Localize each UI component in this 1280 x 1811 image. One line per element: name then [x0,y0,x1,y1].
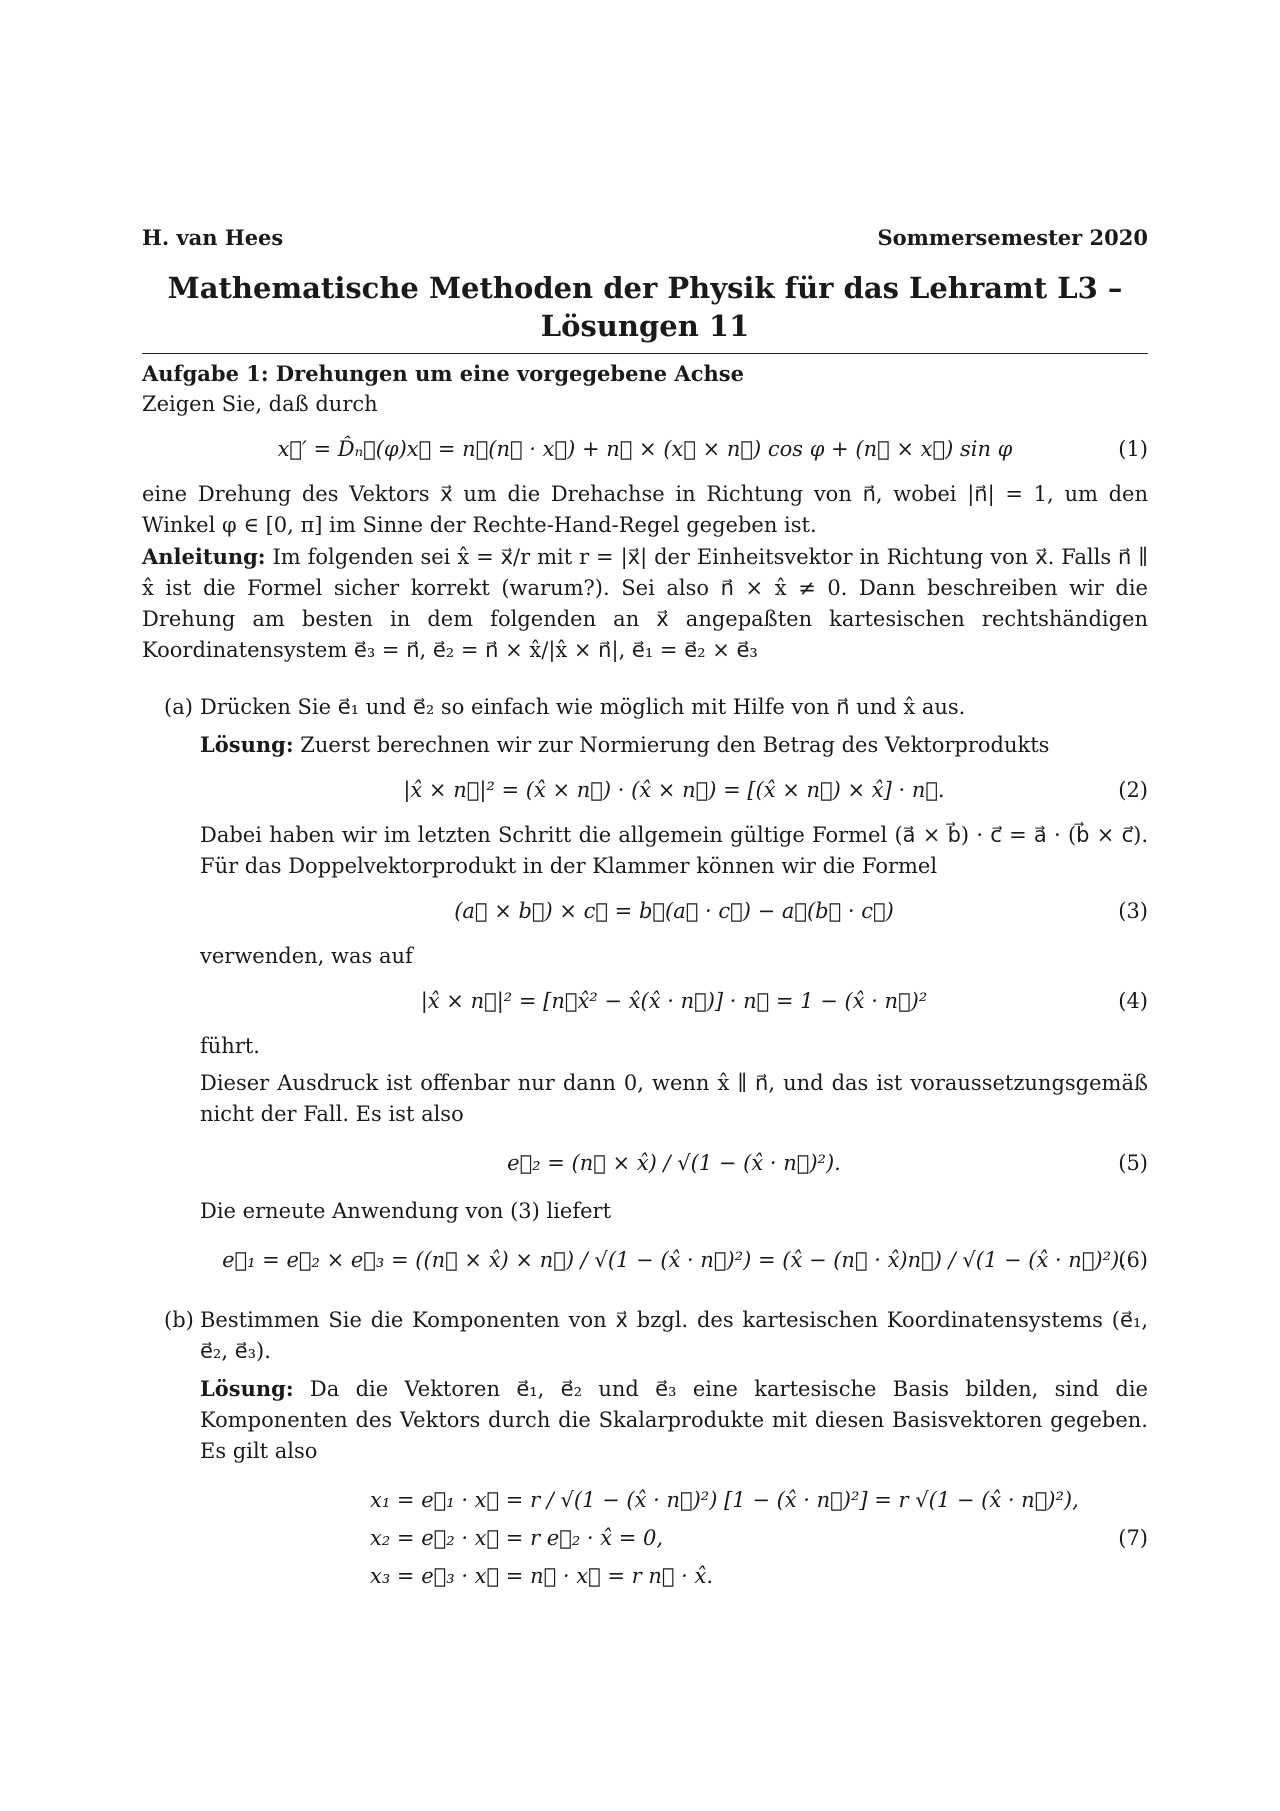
equation-3 [200,896,1148,927]
part-a-text3: verwenden, was auf [200,944,413,968]
equation-1-number: (1) [1118,437,1148,461]
part-a-solution [200,729,1148,761]
part-a-text2: Dabei haben wir im letzten Schritt die allgemein gültige Formel (a⃗ × b⃗) · c⃗ = a⃗ · (b⃗ × c⃗). Für das Doppelvektorprodukt in der Klammer können wir die Formel [200,823,1148,878]
equation-3-number: (3) [1118,899,1148,923]
equation-7-number: (7) [1118,1526,1148,1550]
part-b-solution-text: Da die Vektoren e⃗₁, e⃗₂ und e⃗₃ eine kartesische Basis bilden, sind die Komponenten des Vektors durch die Skalarprodukte mit diesen Basisvektoren gegeben. Es gilt also [200,1377,1148,1463]
author: H. van Hees [142,225,284,250]
part-a-solution-label: Lösung: [200,732,294,757]
equation-7 [200,1481,1148,1595]
equation-5-body: e⃗₂ = (n⃗ × x̂) / √(1 − (x̂ · n⃗)²). [507,1151,841,1175]
equation-1 [142,434,1148,465]
part-a-solution-intro: Zuerst berechnen wir zur Normierung den Betrag des Vektorprodukts [293,733,1050,757]
equation-2-body: |x̂ × n⃗|² = (x̂ × n⃗) · (x̂ × n⃗) = [(x̂ × n⃗) × x̂] · n⃗. [403,778,945,802]
part-a-label: (a) [164,695,193,719]
equation-4 [200,986,1148,1017]
equation-4-body: |x̂ × n⃗|² = [n⃗x̂² − x̂(x̂ · n⃗)] · n⃗ = 1 − (x̂ · n⃗)² [420,989,928,1013]
equation-6-number: (6) [1118,1248,1148,1272]
part-b-solution-label: Lösung: [200,1376,294,1401]
equation-1-body: x⃗′ = D̂ₙ⃗(φ)x⃗ = n⃗(n⃗ · x⃗) + n⃗ × (x⃗ × n⃗) cos φ + (n⃗ × x⃗) sin φ [277,437,1013,461]
task-hint [142,541,1148,666]
task-intro: Zeigen Sie, daß durch [142,392,378,416]
part-a [142,692,1148,1279]
task-heading: Aufgabe 1: Drehungen um eine vorgegebene Achse [142,361,744,386]
part-b-solution [200,1373,1148,1467]
part-b [142,1305,1148,1595]
equation-5-number: (5) [1118,1151,1148,1175]
part-a-text6: Die erneute Anwendung von (3) liefert [200,1199,612,1223]
page-title: Mathematische Methoden der Physik für das Lehramt L3 – Lösungen 11 [142,269,1148,354]
hint-text: Im folgenden sei x̂ = x⃗/r mit r = |x⃗| der Einheitsvektor in Richtung von x⃗. Falls n⃗ ∥ x̂ ist die Formel sicher korrekt (warum?). Sei also n⃗ × x̂ ≠ 0. Dann beschreiben wir die Drehung am besten in dem folgenden an x⃗ angepaßten kartesischen rechtshändigen Koordinatensystem e⃗₃ = n⃗, e⃗₂ = n⃗ × x̂/|x̂ × n⃗|, e⃗₁ = e⃗₂ × e⃗₃ [142,545,1148,662]
part-b-label: (b) [164,1308,194,1332]
equation-3-body: (a⃗ × b⃗) × c⃗ = b⃗(a⃗ · c⃗) − a⃗(b⃗ · c⃗) [454,899,894,923]
equation-7-line-3: x₃ = e⃗₃ · x⃗ = n⃗ · x⃗ = r n⃗ · x̂. [370,1564,714,1588]
task-after-eq1: eine Drehung des Vektors x⃗ um die Drehachse in Richtung von n⃗, wobei |n⃗| = 1, um den Winkel φ ∈ [0, π] im Sinne der Rechte-Hand-Regel gegeben ist. [142,482,1148,537]
part-a-question: Drücken Sie e⃗₁ und e⃗₂ so einfach wie möglich mit Hilfe von n⃗ und x̂ aus. [200,695,966,719]
equation-7-line-2: x₂ = e⃗₂ · x⃗ = r e⃗₂ · x̂ = 0, [370,1526,664,1550]
hint-label: Anleitung: [142,544,266,569]
equation-2 [200,775,1148,806]
part-a-text5: Dieser Ausdruck ist offenbar nur dann 0, wenn x̂ ∥ n⃗, und das ist voraussetzungsgemäß nicht der Fall. Es ist also [200,1071,1148,1126]
equation-6-body: e⃗₁ = e⃗₂ × e⃗₃ = ((n⃗ × x̂) × n⃗) / √(1 − (x̂ · n⃗)²) = (x̂ − (n⃗ · x̂)n⃗) / √(1 − (x̂ · n⃗)²). [222,1248,1126,1272]
equation-2-number: (2) [1118,778,1148,802]
equation-7-line-1: x₁ = e⃗₁ · x⃗ = r / √(1 − (x̂ · n⃗)²) [1 − (x̂ · n⃗)²] = r √(1 − (x̂ · n⃗)²), [370,1488,1079,1512]
semester: Sommersemester 2020 [877,225,1148,250]
part-a-text4: führt. [200,1034,260,1058]
equation-4-number: (4) [1118,989,1148,1013]
header-row [142,222,1148,253]
part-b-question: Bestimmen Sie die Komponenten von x⃗ bzgl. des kartesischen Koordinatensystems (e⃗₁, e⃗₂, e⃗₃). [200,1308,1148,1363]
equation-5 [200,1144,1148,1182]
equation-6 [200,1241,1148,1279]
